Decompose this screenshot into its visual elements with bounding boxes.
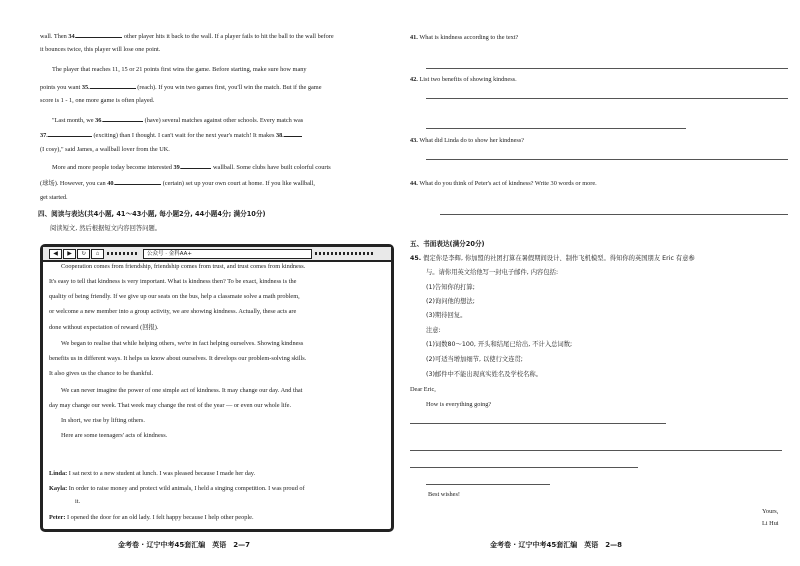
browser-window <box>40 244 394 532</box>
article-line: In short, we rise by lifting others. <box>61 417 145 424</box>
reload-icon[interactable]: ↻ <box>77 249 90 259</box>
question-41: 41. What is kindness according to the text? <box>410 34 519 41</box>
kayla-line: Kayla: In order to raise money and protect wild animals, I held a singing competition. I was proud of <box>49 485 305 492</box>
forward-icon[interactable]: ▶ <box>63 249 76 259</box>
article-line: It also gives us the chance to be thankful. <box>49 370 154 377</box>
toolbar-texture <box>107 252 137 255</box>
blank-34[interactable] <box>76 31 122 38</box>
blank-35[interactable] <box>90 82 136 89</box>
kayla-line-2: it. <box>75 498 81 505</box>
letter-signature: Li Hui <box>762 520 779 527</box>
note-label: 注意: <box>426 327 441 334</box>
article-line: benefits us in different ways. It helps us know about ourselves. It develops our problem-solving skills. <box>49 355 307 362</box>
back-icon[interactable]: ◀ <box>49 249 62 259</box>
passage-line: The player that reaches 11, 15 or 21 points first wins the game. Before starting, make sure how many <box>52 66 307 73</box>
requirement-item: (3)期待回复。 <box>426 312 467 319</box>
question-45-cont: 与。请你用英文给他写一封电子邮件, 内容包括: <box>426 269 559 276</box>
answer-line[interactable] <box>426 128 686 129</box>
answer-line[interactable] <box>426 159 788 160</box>
writing-line[interactable] <box>410 450 782 451</box>
page-footer-left: 金考卷 · 辽宁中考45套汇编 英语 2—7 <box>118 541 251 549</box>
blank-40[interactable] <box>115 178 161 185</box>
article-line: It's easy to tell that kindness is very important. What is kindness then? To be exact, kindness is the <box>49 278 297 285</box>
passage-line: score is 1 - 1, one more game is often played. <box>40 97 155 104</box>
article-line: done without expectation of reward (回报). <box>49 324 159 331</box>
question-43: 43. What did Linda do to show her kindness? <box>410 137 525 144</box>
peter-line: Peter: I opened the door for an old lady. I felt happy because I help other people. <box>49 514 254 521</box>
requirement-item: (2)询问他的想法; <box>426 298 475 305</box>
home-icon[interactable]: ⌂ <box>91 249 104 259</box>
letter-opening: How is everything going? <box>426 401 492 408</box>
article-line: day may change our week. That week may change the rest of the year — or even our whole life. <box>49 402 292 409</box>
writing-line[interactable] <box>410 467 638 468</box>
passage-line: points you want 35. (reach). If you win two games first, you'll win the match. But if the game <box>40 84 322 91</box>
blank-39[interactable] <box>181 162 211 169</box>
passage-line: More and more people today become interested 39. wallball. Some clubs have built colorful courts <box>52 164 331 171</box>
writing-line[interactable] <box>426 484 550 485</box>
section-heading: 五、书面表达(满分20分) <box>410 240 485 248</box>
article-line: We can never imagine the power of one simple act of kindness. It may change our day. And that <box>61 387 303 394</box>
passage-line: wall. Then 34. other player hits it back to the wall. If a player fails to hit the ball to the wall before <box>40 33 334 40</box>
note-item: (1)词数80～100, 开头和结尾已给出, 不计入总词数; <box>426 341 573 348</box>
passage-line: "Last month, we 36. (have) several matches against other schools. Every match was <box>52 117 304 124</box>
question-42: 42. List two benefits of showing kindness. <box>410 76 517 83</box>
letter-salutation: Dear Eric, <box>410 386 436 393</box>
note-item: (3)邮件中不能出现真实姓名及学校名称。 <box>426 371 542 378</box>
passage-line: get started. <box>40 194 68 201</box>
toolbar-texture <box>315 252 375 255</box>
answer-line[interactable] <box>426 68 788 69</box>
passage-line: 37. (exciting) than I thought. I can't wait for the next year's match! It makes 38. <box>40 130 302 140</box>
article-line: Here are some teenagers' acts of kindness. <box>61 432 168 439</box>
letter-yours: Yours, <box>762 508 779 515</box>
article-line: quality of being friendly. If we give up our seats on the bus, help a classmate solve a math problem, <box>49 293 300 300</box>
passage-line: it bounces twice, this player will lose one point. <box>40 46 161 53</box>
article-line: Cooperation comes from friendship, friendship comes from trust, and trust comes from kindness. <box>61 263 306 270</box>
browser-toolbar <box>43 247 391 262</box>
linda-line: Linda: I sat next to a new student at lunch. I was pleased because I made her day. <box>49 470 256 477</box>
blank-38[interactable] <box>284 130 302 137</box>
address-bar[interactable]: 公众号 · 金科AA+ <box>143 249 312 259</box>
letter-closing: Best wishes! <box>428 491 461 498</box>
answer-line[interactable] <box>426 98 788 99</box>
question-45: 45. 假定你是李辉, 你加盟的社团打算在暑假期间设计、制作飞机模型。得知你的英国朋友 Eric 有意参 <box>410 255 695 262</box>
passage-line: (I cosy)," said James, a wallball lover from the UK. <box>40 146 170 153</box>
note-item: (2)可适当增加细节, 以使行文连贯; <box>426 356 523 363</box>
blank-37[interactable] <box>48 130 92 137</box>
instruction: 阅读短文, 然后根据短文内容回答问题。 <box>50 225 162 232</box>
article-line: or welcome a new member into a group activity, we are showing kindness. Actually, these acts are <box>49 308 297 315</box>
page-footer-right: 金考卷 · 辽宁中考45套汇编 英语 2—8 <box>490 541 623 549</box>
passage-line: (球场). However, you can 40. (certain) set up your own court at home. If you like wallball, <box>40 180 316 187</box>
article-line: We began to realise that while helping others, we're in fact helping ourselves. Showing kindness <box>61 340 304 347</box>
blank-36[interactable] <box>103 115 143 122</box>
requirement-item: (1)告知你的打算; <box>426 284 475 291</box>
writing-line[interactable] <box>410 423 666 424</box>
question-44: 44. What do you think of Peter's act of kindness? Write 30 words or more. <box>410 180 597 187</box>
answer-line[interactable] <box>440 214 788 215</box>
section-heading: 四、阅读与表达(共4小题, 41～43小题, 每小题2分, 44小题4分; 满分10分) <box>38 210 266 218</box>
